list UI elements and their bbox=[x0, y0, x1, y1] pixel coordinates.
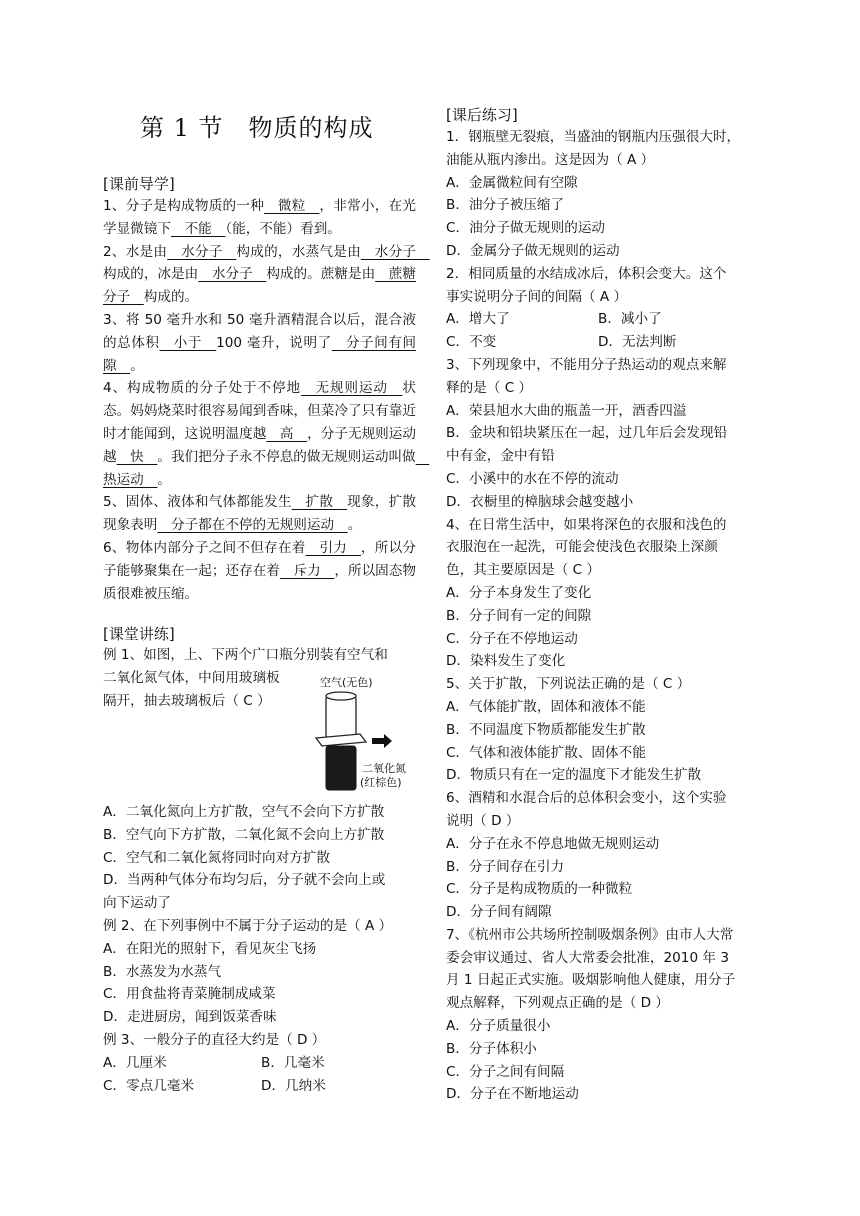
answer-blank: 微粒 bbox=[264, 198, 320, 214]
in-class-heading: [课堂讲练] bbox=[103, 625, 175, 643]
questions-1-2 bbox=[446, 126, 766, 308]
answer-blank: 分子间有间隙 bbox=[103, 334, 416, 374]
option: A．在阳光的照射下，看见灰尘飞扬 bbox=[103, 940, 317, 957]
answer-blank: 水分子 bbox=[360, 243, 430, 260]
question-text: ，所以分子能够聚集在一起；还存在着 bbox=[103, 539, 417, 579]
example-1-options bbox=[103, 801, 423, 1097]
text-line: 7、《杭州市公共场所控制吸烟条例》由市人大常 bbox=[446, 926, 734, 943]
question-text: 1、分子是构成物质的一种 bbox=[103, 198, 265, 214]
option: B．几毫米 bbox=[261, 1054, 325, 1071]
option: D．走进厨房，闻到饭菜香味 bbox=[103, 1009, 277, 1026]
text-line: 6、酒精和水混合后的总体积会变小，这个实验 bbox=[446, 790, 727, 807]
pre-question bbox=[103, 537, 416, 605]
text-line: C．分子是构成物质的一种微粒 bbox=[446, 881, 633, 898]
example-3-question: 例 3、一般分子的直径大约是（ D ） bbox=[103, 1031, 326, 1048]
text-line: 2．相同质量的水结成冰后，体积会变大。这个 bbox=[446, 265, 727, 282]
option: A．二氧化氮向上方扩散，空气不会向下方扩散 bbox=[103, 804, 385, 820]
q2-options-row bbox=[446, 308, 766, 331]
text-line: A．荣县旭水大曲的瓶盖一开，酒香四溢 bbox=[446, 402, 687, 419]
text-line: 观点解释，下列观点正确的是（ D ） bbox=[446, 995, 670, 1012]
option: D．几纳米 bbox=[261, 1077, 326, 1094]
text-line: C．分子在不停地运动 bbox=[446, 630, 578, 647]
option: 向下运动了 bbox=[103, 895, 171, 912]
text-line: 色，其主要原因是（ C ） bbox=[446, 562, 601, 579]
question-text: 2、水是由 bbox=[103, 243, 168, 260]
question-text: 6、物体内部分子之间不但存在着 bbox=[103, 539, 306, 556]
text-line: B．不同温度下物质都能发生扩散 bbox=[446, 721, 646, 738]
after-class-heading: [课后练习] bbox=[446, 106, 518, 124]
example-1-line: 隔开，抽去玻璃板后（ C ） bbox=[103, 692, 271, 709]
option: C．零点几毫米 bbox=[103, 1077, 195, 1094]
answer-blank: 分子都在不停的无规则运动 bbox=[157, 517, 348, 534]
text-line: 5、关于扩散，下列说法正确的是（ C ） bbox=[446, 676, 691, 693]
after-class-questions bbox=[446, 126, 766, 1106]
text-line: A．分子在永不停息地做无规则运动 bbox=[446, 835, 660, 852]
text-line: D．金属分子做无规则的运动 bbox=[446, 242, 620, 259]
text-line: 油能从瓶内渗出。这是因为（ A ） bbox=[446, 151, 655, 168]
question-text: ，非常小，在光学显微镜下 bbox=[103, 198, 417, 237]
question-text: （能，不能）看到。 bbox=[225, 220, 341, 237]
text-line: D．染料发生了变化 bbox=[446, 653, 566, 670]
text-line: A．分子质量很小 bbox=[446, 1018, 551, 1035]
air-label: 空气(无色) bbox=[320, 676, 373, 689]
example-2-question: 例 2、在下列事例中不属于分子运动的是（ A ） bbox=[103, 917, 393, 934]
option: B．空气向下方扩散，二氧化氮不会向上方扩散 bbox=[103, 826, 385, 843]
question-text: 现象，扩散现象表明 bbox=[103, 494, 417, 534]
text-line: A．分子本身发生了变化 bbox=[446, 584, 592, 601]
page-title: 第 1 节 物质的构成 bbox=[140, 114, 374, 142]
answer-blank: 小于 bbox=[159, 334, 217, 351]
answer-blank: 扩散 bbox=[291, 494, 348, 511]
pre-question bbox=[103, 309, 416, 377]
text-line: 1．钢瓶壁无裂痕，当盛油的钢瓶内压强很大时， bbox=[446, 129, 741, 145]
option: C．用食盐将青菜腌制成咸菜 bbox=[103, 986, 276, 1003]
question-text: 5、固体、液体和气体都能发生 bbox=[103, 494, 292, 511]
example-3-options-row bbox=[103, 1052, 423, 1075]
option: B．水蒸发为水蒸气 bbox=[103, 963, 222, 980]
answer-blank: 快 bbox=[116, 448, 158, 465]
questions-3-7 bbox=[446, 354, 766, 1106]
text-line: B．金块和铅块紧压在一起，过几年后会发现铅 bbox=[446, 425, 728, 442]
pre-question bbox=[103, 241, 430, 309]
text-line: 说明（ D ） bbox=[446, 812, 520, 829]
text-line: D．衣橱里的樟脑球会越变越小 bbox=[446, 493, 634, 510]
question-text: 。 bbox=[130, 357, 144, 374]
question-text: 构成的，水蒸气是由 bbox=[236, 243, 361, 260]
option: D．无法判断 bbox=[598, 334, 677, 351]
q2-options-row bbox=[446, 331, 766, 354]
text-line: B．分子间有一定的间隙 bbox=[446, 607, 592, 624]
text-line: A．金属微粒间有空隙 bbox=[446, 174, 578, 191]
text-line: 4、在日常生活中，如果将深色的衣服和浅色的 bbox=[446, 516, 727, 533]
question-text: 4、构成物质的分子处于不停地 bbox=[103, 380, 301, 397]
pre-class-questions bbox=[103, 195, 430, 605]
answer-blank: 无规则运动 bbox=[300, 380, 403, 397]
text-line: D．物质只有在一定的温度下才能发生扩散 bbox=[446, 767, 702, 784]
no2-color-label: (红棕色) bbox=[360, 776, 402, 789]
question-text: 3、将 50 毫升水和 50 毫升酒精混合以后，混合液的总体积 bbox=[103, 311, 416, 351]
question-text: 构成的。 bbox=[143, 289, 199, 306]
answer-blank: 不能 bbox=[170, 220, 226, 237]
answer-blank: 引力 bbox=[305, 539, 361, 556]
example-3-options-row bbox=[103, 1075, 423, 1098]
text-line: 月 1 日起正式实施。吸烟影响他人健康，用分子 bbox=[446, 972, 736, 989]
text-line: 委会审议通过、省人大常委会批准，2010 年 3 bbox=[446, 949, 729, 966]
question-text: 。 bbox=[347, 517, 362, 534]
pre-class-heading: [课前导学] bbox=[103, 175, 175, 193]
question-text: 。 bbox=[157, 471, 171, 488]
text-line: 3、下列现象中，不能用分子热运动的观点来解 bbox=[446, 356, 727, 373]
text-line: D．分子间有阔隙 bbox=[446, 904, 552, 921]
text-line: C．分子之间有间隔 bbox=[446, 1063, 565, 1080]
pre-question bbox=[103, 195, 416, 241]
diffusion-figure bbox=[310, 672, 420, 792]
example-1-line: 二氧化氮气体，中间用玻璃板 bbox=[103, 669, 280, 686]
no2-label: 二氧化氮 bbox=[362, 762, 406, 775]
text-line: 释的是（ C ） bbox=[446, 379, 533, 396]
question-text: ，所以固态物质很难被压缩。 bbox=[103, 562, 416, 602]
text-line: 中有金，金中有铅 bbox=[446, 448, 555, 465]
text-line: C．油分子做无规则的运动 bbox=[446, 220, 606, 237]
answer-blank: 蔗糖分子 bbox=[103, 266, 416, 306]
text-line: D．分子在不断地运动 bbox=[446, 1086, 579, 1103]
option: D．当两种气体分布均匀后，分子就不会向上或 bbox=[103, 872, 386, 889]
question-text: 。我们把分子永不停息的做无规则运动叫做 bbox=[157, 448, 416, 465]
option: A．几厘米 bbox=[103, 1054, 167, 1071]
option: B．减小了 bbox=[598, 311, 662, 328]
text-line: B．分子间存在引力 bbox=[446, 858, 565, 875]
example-1-line: 例 1、如图，上、下两个广口瓶分别装有空气和 bbox=[103, 647, 388, 663]
text-line: 衣服泡在一起洗，可能会使浅色衣服染上深颜 bbox=[446, 539, 718, 556]
question-text: ，分子无规则运动越 bbox=[103, 425, 416, 465]
text-line: B．油分子被压缩了 bbox=[446, 197, 565, 214]
answer-blank: 水分子 bbox=[167, 243, 237, 260]
answer-blank: 高 bbox=[266, 425, 308, 442]
option: C．不变 bbox=[446, 334, 497, 351]
question-text: 状态。妈妈烧菜时很容易闻到香味，但菜冷了只有靠近时才能闻到，这说明温度越 bbox=[103, 380, 416, 442]
pre-question bbox=[103, 377, 430, 491]
option: C．空气和二氧化氮将同时向对方扩散 bbox=[103, 849, 330, 866]
text-line: C．小溪中的水在不停的流动 bbox=[446, 470, 619, 487]
answer-blank: 斥力 bbox=[279, 562, 335, 579]
text-line: B．分子体积小 bbox=[446, 1040, 537, 1057]
question-text: 构成的，冰是由 bbox=[103, 266, 199, 283]
option: A．增大了 bbox=[446, 311, 510, 328]
text-line: A．气体能扩散，固体和液体不能 bbox=[446, 698, 646, 715]
question-text: 100 毫升，说明了 bbox=[216, 334, 332, 351]
answer-blank: 热运动 bbox=[103, 448, 430, 488]
text-line: C．气体和液体能扩散、固体不能 bbox=[446, 744, 646, 761]
question-text: 构成的。蔗糖是由 bbox=[266, 266, 376, 283]
pre-question bbox=[103, 491, 416, 537]
answer-blank: 水分子 bbox=[198, 266, 267, 283]
text-line: 事实说明分子间的间隔（ A ） bbox=[446, 288, 628, 305]
